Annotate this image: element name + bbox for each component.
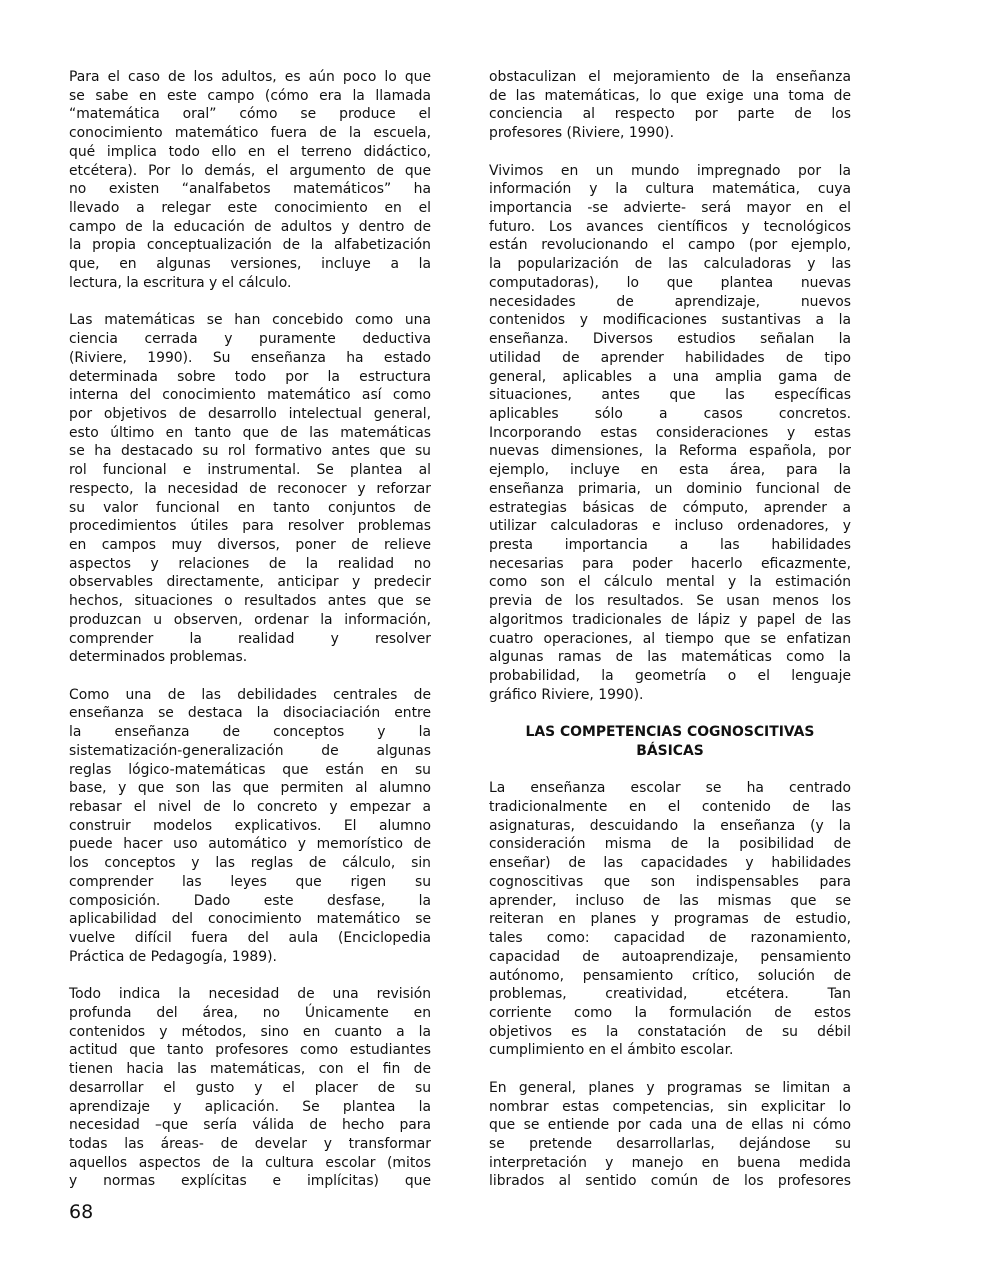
page-number: 68 xyxy=(69,1201,94,1223)
paragraph xyxy=(69,68,431,293)
text-line: algunas ramas de las matemáticas como la xyxy=(489,649,851,666)
text-line: rol funcional e instrumental. Se plantea al xyxy=(69,462,431,479)
text-line: se sabe en este campo (cómo era la llamada xyxy=(69,87,431,104)
paragraph xyxy=(489,779,851,1060)
text-line: actitud que tanto profesores como estudiantes xyxy=(69,1042,431,1059)
text-line: ciencia cerrada y puramente deductiva xyxy=(69,331,431,348)
text-line: corriente como la formulación de estos xyxy=(489,1004,851,1021)
text-line: respecto, la necesidad de reconocer y reforzar xyxy=(69,480,431,497)
text-line: autónomo, pensamiento crítico, solución de xyxy=(489,967,851,984)
text-line: información y la cultura matemática, cuya xyxy=(489,181,851,198)
text-line: conciencia al respecto por parte de los xyxy=(489,106,851,123)
text-line: enseñar) de las capacidades y habilidades xyxy=(489,855,851,872)
text-line: produzcan u observen, ordenar la información, xyxy=(69,611,431,628)
text-line: su valor funcional en tanto conjuntos de xyxy=(69,499,431,516)
text-line: BÁSICAS xyxy=(636,742,704,759)
text-line: qué implica todo ello en el terreno didáctico, xyxy=(69,143,431,160)
paragraph xyxy=(489,162,851,705)
text-line: vuelve difícil fuera del aula (Enciclopedia xyxy=(69,930,431,947)
text-line: aplicabilidad del conocimiento matemático se xyxy=(69,911,431,928)
text-line: Las matemáticas se han concebido como una xyxy=(69,312,431,329)
text-line: esto último en tanto que de las matemáticas xyxy=(69,424,431,441)
text-line: llevado a relegar este conocimiento en el xyxy=(69,200,431,217)
text-line: conocimiento matemático fuera de la escuela, xyxy=(69,125,431,142)
text-line: LAS COMPETENCIAS COGNOSCITIVAS xyxy=(525,724,815,741)
text-line: importancia -se advierte- será mayor en el xyxy=(489,200,851,217)
text-line: la propia conceptualización de la alfabetización xyxy=(69,237,431,254)
text-line: previa de los resultados. Se usan menos los xyxy=(489,593,851,610)
text-line: aplicables sólo a casos concretos. xyxy=(489,405,851,422)
text-line: que, en algunas versiones, incluye a la xyxy=(69,256,431,273)
text-line: futuro. Los avances científicos y tecnológicos xyxy=(489,218,851,235)
text-line: se ha destacado su rol formativo antes que su xyxy=(69,443,431,460)
text-line: en campos muy diversos, poner de relieve xyxy=(69,536,431,553)
text-line: comprender las leyes que rigen su xyxy=(69,873,431,890)
text-line: desarrollar el gusto y el placer de su xyxy=(69,1079,431,1096)
text-line: que se entiende por cada una de ellas ni cómo xyxy=(489,1117,851,1134)
text-line: problemas, creatividad, etcétera. Tan xyxy=(489,986,851,1003)
paragraph xyxy=(489,1079,851,1191)
text-line: tradicionalmente en el contenido de las xyxy=(489,799,851,816)
text-line: necesidades de aprendizaje, nuevos xyxy=(489,293,851,310)
text-line: reglas lógico-matemáticas que están en su xyxy=(69,761,431,778)
text-line: asignaturas, descuidando la enseñanza (y la xyxy=(489,817,851,834)
text-line: están revolucionando el campo (por ejemplo, xyxy=(489,237,851,254)
text-line: algoritmos tradicionales de lápiz y papel de las xyxy=(489,611,851,628)
text-line: Incorporando estas consideraciones y estas xyxy=(489,424,851,441)
text-line: presta importancia a las habilidades xyxy=(489,536,851,553)
text-line: objetivos es la constatación de su débil xyxy=(489,1023,851,1040)
text-line: campo de la educación de adultos y dentro de xyxy=(69,218,431,235)
text-line: situaciones, antes que las específicas xyxy=(489,387,851,404)
text-line: la popularización de las calculadoras y las xyxy=(489,256,851,273)
text-line: librados al sentido común de los profesores xyxy=(489,1173,851,1190)
text-line: etcétera). Por lo demás, el argumento de que xyxy=(69,162,431,179)
text-line: determinados problemas. xyxy=(69,649,248,666)
text-line: obstaculizan el mejoramiento de la enseñanza xyxy=(489,69,851,85)
text-line: nuevas dimensiones, la Reforma española, por xyxy=(489,443,851,460)
text-line: cumplimiento en el ámbito escolar. xyxy=(489,1042,734,1059)
text-line: determinada sobre todo por la estructura xyxy=(69,368,431,385)
text-line: sistematización-generalización de algunas xyxy=(69,742,431,759)
text-line: gráfico Riviere, 1990). xyxy=(489,686,644,703)
text-line: (Riviere, 1990). Su enseñanza ha estado xyxy=(69,349,431,366)
text-line: se pretende desarrollarlas, dejándose su xyxy=(489,1135,851,1152)
text-line: utilidad de aprender habilidades de tipo xyxy=(489,349,851,366)
text-line: computadoras), lo que plantea nuevas xyxy=(489,274,851,291)
text-line: tales como: capacidad de razonamiento, xyxy=(489,930,851,947)
text-line: Para el caso de los adultos, es aún poco lo que xyxy=(69,69,431,85)
text-line: Vivimos en un mundo impregnado por la xyxy=(489,162,851,179)
text-line: probabilidad, la geometría o el lenguaje xyxy=(489,668,851,684)
text-line: enseñanza. Diversos estudios señalan la xyxy=(489,331,851,348)
text-line: hechos, situaciones o resultados antes que se xyxy=(69,593,431,610)
text-line: y normas explícitas e implícitas) que xyxy=(69,1173,431,1190)
text-line: enseñanza se destaca la disociaciación entre xyxy=(69,705,431,722)
text-line: Como una de las debilidades centrales de xyxy=(69,686,431,703)
text-line: necesidad –que sería válida de hecho para xyxy=(69,1117,431,1134)
text-line: no existen “analfabetos matemáticos” ha xyxy=(69,181,431,198)
paragraph xyxy=(69,985,431,1191)
text-line: base, y que son las que permiten al alumno xyxy=(69,780,431,797)
text-line: necesarias para poder hacerlo eficazmente, xyxy=(489,555,851,572)
section-heading xyxy=(489,723,851,760)
text-line: construir modelos explicativos. El alumno xyxy=(69,817,431,834)
text-line: aquellos aspectos de la cultura escolar (mitos xyxy=(69,1154,431,1171)
text-line: rebasar el nivel de lo concreto y empezar a xyxy=(69,799,431,816)
text-line: por objetivos de desarrollo intelectual general, xyxy=(69,405,431,422)
text-line: los conceptos y las reglas de cálculo, sin xyxy=(69,855,431,872)
text-line: observables directamente, anticipar y predecir xyxy=(69,574,431,591)
text-line: cuatro operaciones, al tiempo que se enfatizan xyxy=(489,630,851,647)
text-line: reiteran en planes y programas de estudio, xyxy=(489,911,851,928)
text-line: cognoscitivas que son indispensables para xyxy=(489,873,851,890)
text-line: ejemplo, incluye en esta área, para la xyxy=(489,462,851,479)
text-line: nombrar estas competencias, sin explicitar lo xyxy=(489,1098,851,1115)
text-line: enseñanza primaria, un dominio funcional de xyxy=(489,480,851,497)
text-line: “matemática oral” cómo se produce el xyxy=(69,106,431,123)
text-line: Práctica de Pedagogía, 1989). xyxy=(69,948,277,965)
text-line: todas las áreas- de develar y transformar xyxy=(69,1135,431,1152)
text-line: lectura, la escritura y el cálculo. xyxy=(69,274,292,291)
text-line: utilizar calculadoras e incluso ordenadores, y xyxy=(489,518,851,535)
text-line: interpretación y manejo en buena medida xyxy=(489,1154,851,1171)
text-line: aprender, incluso de las mismas que se xyxy=(489,892,851,909)
text-line: como son el cálculo mental y la estimación xyxy=(489,574,851,591)
text-line: consideración misma de la posibilidad de xyxy=(489,836,851,853)
paragraph xyxy=(69,686,431,967)
text-line: contenidos y métodos, sino en cuanto a la xyxy=(69,1023,431,1040)
text-line: comprender la realidad y resolver xyxy=(69,630,431,647)
text-line: profunda del área, no Únicamente en xyxy=(69,1004,431,1021)
text-line: tienen hacia las matemáticas, con el fin de xyxy=(69,1061,431,1078)
text-line: estrategias básicas de cómputo, aprender a xyxy=(489,499,851,516)
left-column xyxy=(69,68,431,1210)
text-line: capacidad de autoaprendizaje, pensamiento xyxy=(489,948,851,965)
text-line: general, aplicables a una amplia gama de xyxy=(489,368,851,385)
text-line: composición. Dado este desfase, la xyxy=(69,892,431,909)
text-line: aprendizaje y aplicación. Se plantea la xyxy=(69,1098,431,1115)
paragraph xyxy=(69,311,431,667)
text-line: de las matemáticas, lo que exige una toma de xyxy=(489,87,851,104)
text-line: contenidos y modificaciones sustantivas a la xyxy=(489,312,851,329)
text-line: Todo indica la necesidad de una revisión xyxy=(69,986,431,1003)
text-line: la enseñanza de conceptos y la xyxy=(69,724,431,741)
text-line: En general, planes y programas se limitan a xyxy=(489,1079,851,1096)
paragraph xyxy=(489,68,851,143)
text-line: puede hacer uso automático y memorístico de xyxy=(69,836,431,853)
text-line: La enseñanza escolar se ha centrado xyxy=(489,780,851,797)
text-line: interna del conocimiento matemático así como xyxy=(69,387,431,404)
right-column xyxy=(489,68,851,1210)
text-line: profesores (Riviere, 1990). xyxy=(489,125,675,142)
text-line: procedimientos útiles para resolver problemas xyxy=(69,518,431,535)
text-line: aspectos y relaciones de la realidad no xyxy=(69,555,431,572)
